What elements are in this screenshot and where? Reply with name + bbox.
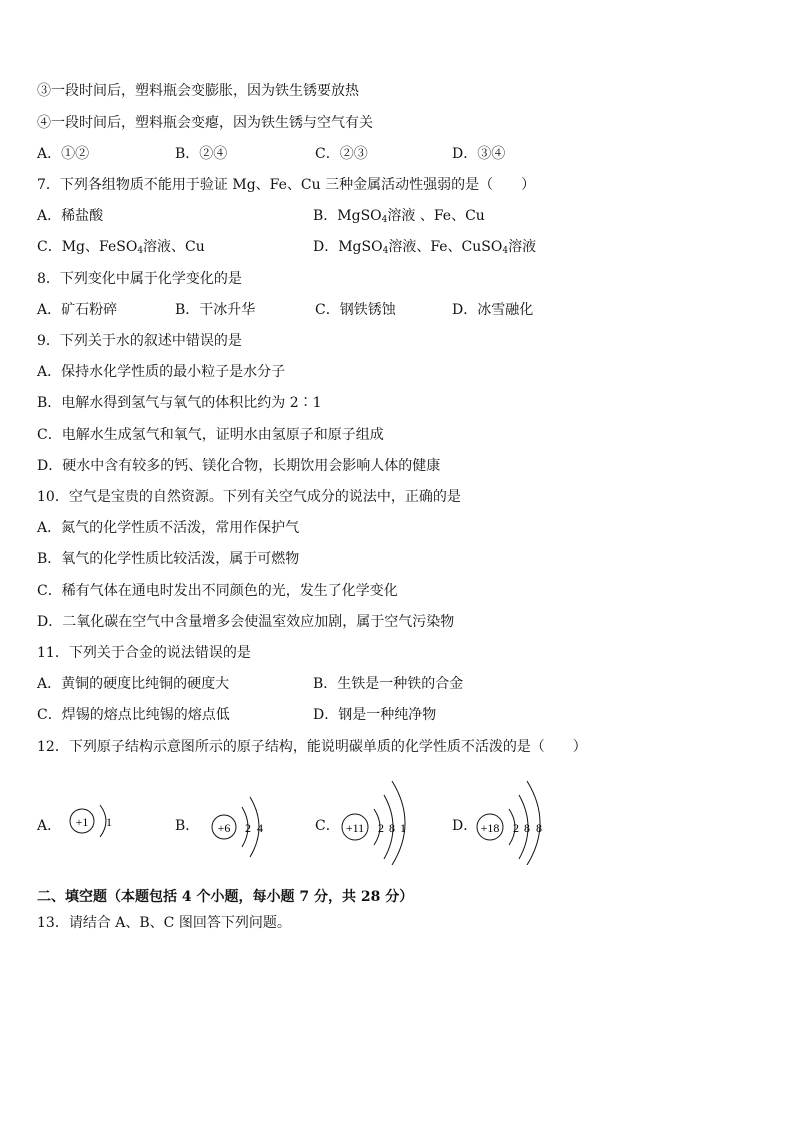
q9-option-a: A．保持水化学性质的最小粒子是水分子 [37, 364, 286, 380]
atom-c-shell-3: 1 [400, 821, 406, 835]
q8-option-d: D．冰雪融化 [452, 302, 534, 318]
q7-option-a: A．稀盐酸 [37, 208, 104, 224]
q7-stem: 7．下列各组物质不能用于验证 Mg、Fe、Cu 三种金属活动性强弱的是（ ） [37, 177, 536, 193]
q9-option-d: D．硬水中含有较多的钙、镁化合物，长期饮用会影响人体的健康 [37, 458, 441, 474]
q10-option-a: A．氮气的化学性质不活泼，常用作保护气 [37, 520, 300, 536]
statement-3: ③一段时间后，塑料瓶会变膨胀，因为铁生锈要放热 [37, 83, 359, 99]
atom-b-shell-2: 4 [257, 821, 263, 835]
q10-option-d: D．二氧化碳在空气中含量增多会使温室效应加剧，属于空气污染物 [37, 614, 455, 630]
atom-b-shell-1: 2 [245, 821, 251, 835]
q6-option-d: D．③④ [452, 146, 506, 162]
section-2-title: 二、填空题（本题包括 4 个小题，每小题 7 分，共 28 分） [37, 889, 414, 905]
atom-d-nucleus: +18 [480, 821, 500, 835]
atom-c-shell-2: 8 [389, 821, 395, 835]
q12-stem: 12．下列原子结构示意图所示的原子结构，能说明碳单质的化学性质不活泼的是（ ） [37, 739, 587, 755]
atom-d-shell-1: 2 [513, 821, 519, 835]
q12-label-b: B． [175, 818, 200, 834]
q6-option-b: B．②④ [175, 146, 228, 162]
q10-option-c: C．稀有气体在通电时发出不同颜色的光，发生了化学变化 [37, 583, 398, 599]
atom-b-nucleus: +6 [217, 821, 231, 835]
q11-option-c: C．焊锡的熔点比纯锡的熔点低 [37, 707, 230, 723]
q12-label-d: D． [452, 818, 478, 834]
q8-option-c: C．钢铁锈蚀 [315, 302, 396, 318]
q11-stem: 11．下列关于合金的说法错误的是 [37, 645, 251, 661]
atom-diagram-c [336, 775, 416, 865]
statement-4: ④一段时间后，塑料瓶会变瘪，因为铁生锈与空气有关 [37, 115, 373, 131]
atom-diagram-d [474, 775, 554, 865]
q11-option-d: D．钢是一种纯净物 [313, 707, 437, 723]
atom-d-shell-3: 8 [536, 821, 542, 835]
atom-a-shell-1: 1 [106, 815, 112, 829]
q6-option-c: C．②③ [315, 146, 368, 162]
atom-d-shell-2: 8 [524, 821, 530, 835]
q7-option-b: B．MgSO$_4$溶液 、Fe、Cu [313, 208, 485, 225]
atom-c-shell-1: 2 [378, 821, 384, 835]
q9-option-b: B．电解水得到氢气与氧气的体积比约为 2∶1 [37, 395, 322, 411]
q9-stem: 9．下列关于水的叙述中错误的是 [37, 333, 242, 349]
q9-option-c: C．电解水生成氢气和氧气，证明水由氢原子和原子组成 [37, 427, 384, 443]
q7-option-d: D．MgSO$_4$溶液、Fe、CuSO$_4$溶液 [313, 239, 537, 256]
q7-option-c: C．Mg、FeSO$_4$溶液、Cu [37, 239, 205, 256]
q11-option-b: B．生铁是一种铁的合金 [313, 676, 464, 692]
q13-stem: 13．请结合 A、B、C 图回答下列问题。 [37, 915, 291, 931]
q8-stem: 8．下列变化中属于化学变化的是 [37, 271, 242, 287]
q6-option-a: A．①② [37, 146, 90, 162]
q10-stem: 10．空气是宝贵的自然资源。下列有关空气成分的说法中，正确的是 [37, 489, 461, 505]
atom-a-nucleus: +1 [75, 815, 89, 829]
q8-option-a: A．矿石粉碎 [37, 302, 118, 318]
atom-diagram-b [198, 775, 278, 865]
q11-option-a: A．黄铜的硬度比纯铜的硬度大 [37, 676, 230, 692]
atom-diagram-a [62, 775, 132, 865]
q12-label-a: A． [37, 818, 62, 834]
q12-label-c: C． [315, 818, 340, 834]
atom-c-nucleus: +11 [345, 821, 365, 835]
q8-option-b: B．干冰升华 [175, 302, 256, 318]
q10-option-b: B．氧气的化学性质比较活泼，属于可燃物 [37, 551, 300, 567]
